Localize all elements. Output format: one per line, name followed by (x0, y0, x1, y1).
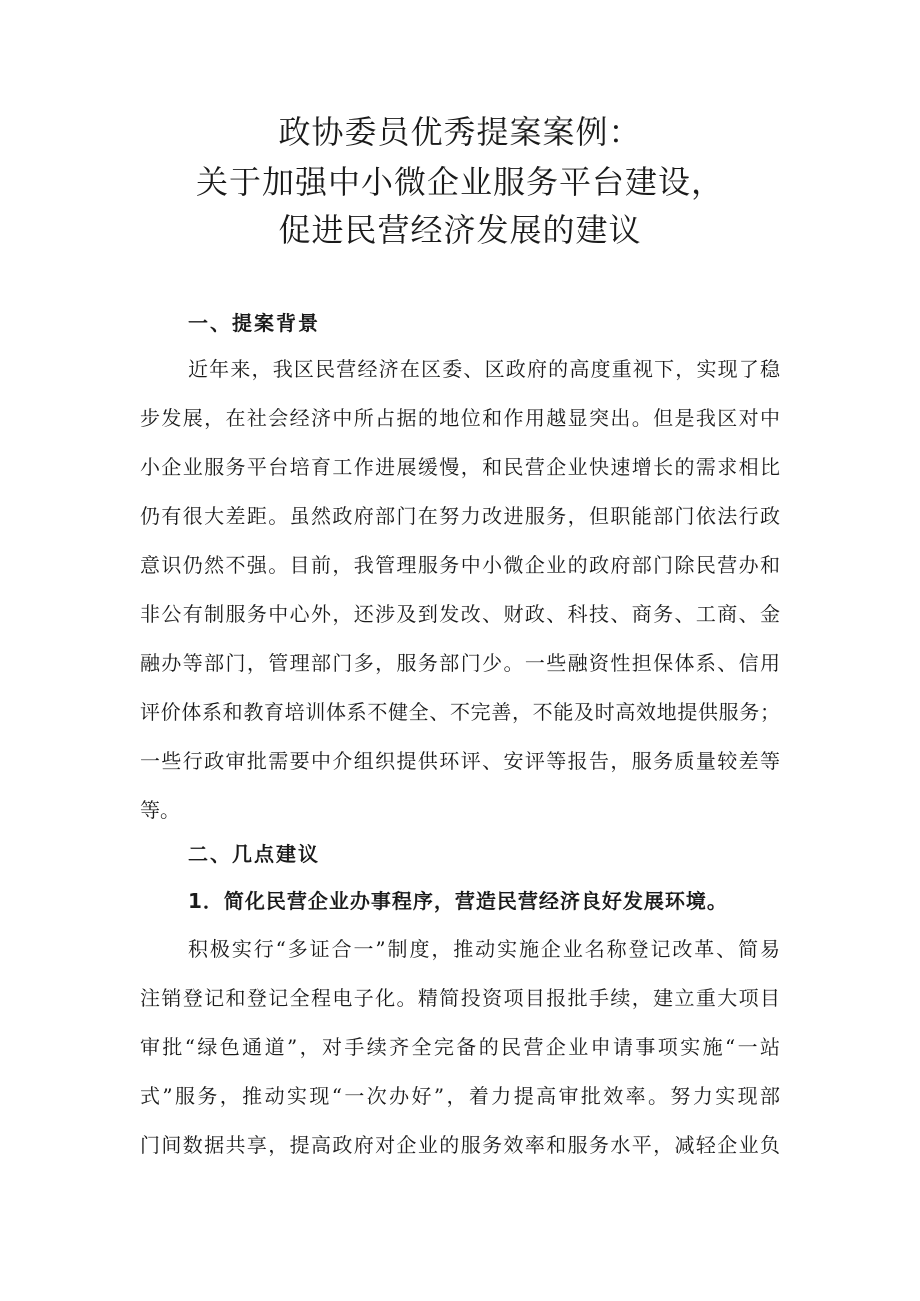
suggestion-1-heading: 1．简化民营企业办事程序，营造民营经济良好发展环境。 (188, 889, 728, 913)
section-heading-suggestions: 二、几点建议 (188, 842, 320, 866)
paragraph-line: 审批“绿色通道”，对手续齐全完备的民营企业申请事项实施“一站 (140, 1035, 780, 1059)
paragraph-line: 积极实行“多证合一”制度，推动实施企业名称登记改革、简易 (188, 937, 780, 961)
paragraph-line: 仍有很大差距。虽然政府部门在努力改进服务，但职能部门依法行政 (140, 504, 780, 528)
paragraph-line: 等。 (140, 798, 180, 822)
paragraph-line: 步发展，在社会经济中所占据的地位和作用越显突出。但是我区对中 (140, 406, 780, 430)
paragraph-line: 一些行政审批需要中介组织提供环评、安评等报告，服务质量较差等 (140, 749, 780, 773)
paragraph-line: 式”服务，推动实现“一次办好”，着力提高审批效率。努力实现部 (140, 1084, 780, 1108)
paragraph-line: 非公有制服务中心外，还涉及到发改、财政、科技、商务、工商、金 (140, 602, 780, 626)
section-heading-background: 一、提案背景 (188, 311, 320, 335)
document-title-line-2: 关于加强中小微企业服务平台建设， (195, 163, 724, 201)
paragraph-line: 评价体系和教育培训体系不健全、不完善，不能及时高效地提供服务； (140, 700, 780, 724)
document-title-line-1: 政协委员优秀提案案例： (278, 113, 642, 151)
paragraph-line: 意识仍然不强。目前，我管理服务中小微企业的政府部门除民营办和 (140, 553, 780, 577)
paragraph-line: 小企业服务平台培育工作进展缓慢，和民营企业快速增长的需求相比 (140, 455, 780, 479)
paragraph-line: 近年来，我区民营经济在区委、区政府的高度重视下，实现了稳 (188, 357, 780, 381)
paragraph-line: 注销登记和登记全程电子化。精简投资项目报批手续，建立重大项目 (140, 986, 780, 1010)
document-title-line-3: 促进民营经济发展的建议 (278, 211, 642, 249)
paragraph-line: 门间数据共享，提高政府对企业的服务效率和服务水平，减轻企业负 (140, 1133, 780, 1157)
paragraph-line: 融办等部门，管理部门多，服务部门少。一些融资性担保体系、信用 (140, 651, 780, 675)
